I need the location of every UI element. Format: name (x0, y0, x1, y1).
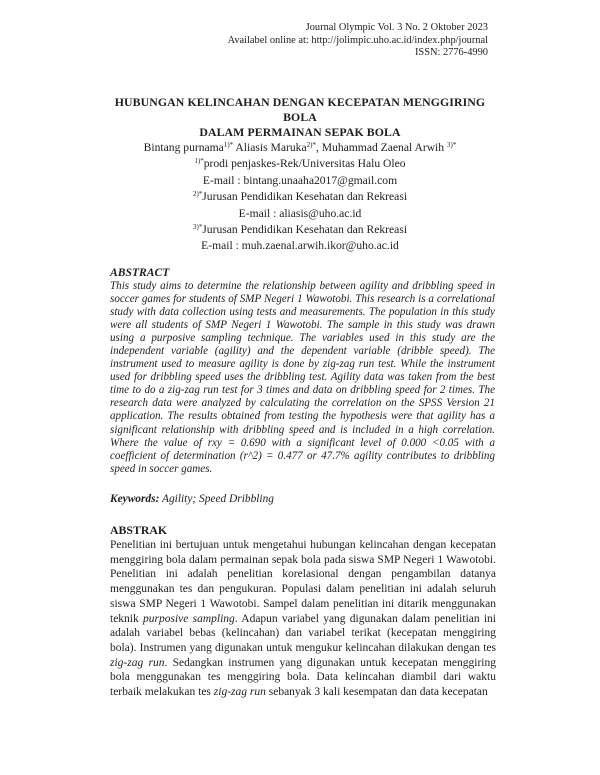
affiliation-3-text: Jurusan Pendidikan Kesehatan dan Rekreasi (202, 223, 408, 237)
abstrak-text-2: . Adapun variabel yang digunakan dalam penelitian ini adalah variabel bebas (kelincahan) dan variabel terikat (kecepatan menggiring bola). Instrumen yang digunakan untuk mengukur kelincahan dilakukan dengan tes (110, 612, 497, 654)
author-2: Aliasis Maruka (233, 141, 307, 154)
journal-url: Availabel online at: http://jolimpic.uho.ac.id/index.php/journal (227, 34, 488, 46)
journal-header (228, 22, 488, 60)
author-2-sup: 2)* (306, 141, 316, 149)
keywords-label: Keywords: (110, 493, 160, 505)
affiliation-1-sup: 1)* (194, 157, 204, 166)
affiliation-3 (110, 222, 490, 238)
abstract-heading: ABSTRACT (110, 266, 170, 279)
affiliation-2-text: Jurusan Pendidikan Kesehatan dan Rekreasi (202, 190, 408, 204)
abstract-text-2: ) = 0.477 or 47.7% agility contributes to dribbling speed in soccer games. (110, 449, 495, 475)
affiliation-2-sup: 2)* (192, 190, 203, 199)
author-1: Bintang purnama (143, 141, 224, 154)
abstract-sup: ^2 (247, 449, 259, 462)
abstrak-text-4: sebanyak 3 kali kesempatan dan data kecepatan (265, 686, 488, 699)
email-3: E-mail : muh.zaenal.arwih.ikor@uho.ac.id (201, 239, 399, 253)
keywords (110, 493, 274, 505)
affiliation-1-text: prodi penjaskes-Rek/Universitas Halu Oleo (203, 157, 406, 171)
affiliation-2 (110, 189, 490, 205)
abstrak-body (110, 538, 496, 700)
abstrak-heading: ABSTRAK (110, 523, 168, 537)
abstrak-italic-3: zig-zag run (213, 686, 266, 699)
abstract-body (110, 280, 495, 476)
abstract-text-1: This study aims to determine the relationship between agility and dribbling speed in soccer games for students of SMP Negeri 1 Wawotobi. This research is a correlational study with data collection using tests and measurements. The population in this study were all students of SMP Negeri 1 Wawotobi. The sample in this study was drawn using a purposive sampling technique. The variables used in this study are the independent variable (agility) and the dependent variable (dribble speed). The instrument used to measure agility is done by zig-zag run test. While the instrument used for dribbling speed uses the dribbling test. Agility data was taken from the best time to do a zig-zag run test for 3 times and data on dribbling speed for 2 times. The research data were analyzed by calculating the correlation on the SPSS Version 21 application. The results obtained from testing the hypothesis were that agility has a significant relationship with dribbling speed and is included in a high correlation. Where the value of rxy = 0.690 with a significant level of 0.000 <0.05 with a coefficient of determination (r (110, 280, 495, 462)
abstrak-text-1: Penelitian ini bertujuan untuk mengetahui hubungan kelincahan dengan kecepatan menggiring bola dalam permainan sepak bola pada siswa SMP Negeri 1 Wawotobi. Penelitian ini adalah penelitian korelasional dengan pengambilan datanya menggunakan tes dan pengukuran. Populasi dalam penelitian ini adalah seluruh siswa SMP Negeri 1 Wawotobi. Sampel dalam penelitian ini ditarik menggunakan teknik (110, 539, 496, 625)
author-3: , Muhammad Zaenal Arwih (315, 141, 447, 154)
author-block (110, 140, 490, 255)
paper-title (110, 95, 490, 140)
email-2: E-mail : aliasis@uho.ac.id (238, 206, 362, 220)
author-3-sup: 3)* (446, 141, 457, 149)
title-line-1: HUBUNGAN KELINCAHAN DENGAN KECEPATAN MENGGIRING BOLA (114, 95, 486, 124)
affiliation-1 (110, 156, 490, 172)
journal-issn: ISSN: 2776-4990 (414, 47, 488, 59)
title-line-2: DALAM PERMAINAN SEPAK BOLA (199, 125, 401, 139)
author-names (110, 140, 490, 156)
email-1: E-mail : bintang.unaaha2017@gmail.com (202, 173, 398, 187)
abstrak-italic-2: zig-zag run (110, 656, 165, 669)
journal-volume: Journal Olympic Vol. 3 No. 2 Oktober 2023 (305, 22, 488, 33)
author-1-sup: 1)* (223, 141, 234, 149)
affiliation-3-sup: 3)* (192, 223, 203, 232)
abstrak-italic-1: purposive sampling (143, 612, 235, 625)
abstrak-text-3: . Sedangkan instrumen yang digunakan untuk kecepatan menggiring bola menggunakan tes menggiring bola. Data kelincahan diambil dari waktu terbaik melakukan tes (110, 656, 496, 699)
keywords-text: Agility; Speed Dribbling (159, 493, 274, 505)
